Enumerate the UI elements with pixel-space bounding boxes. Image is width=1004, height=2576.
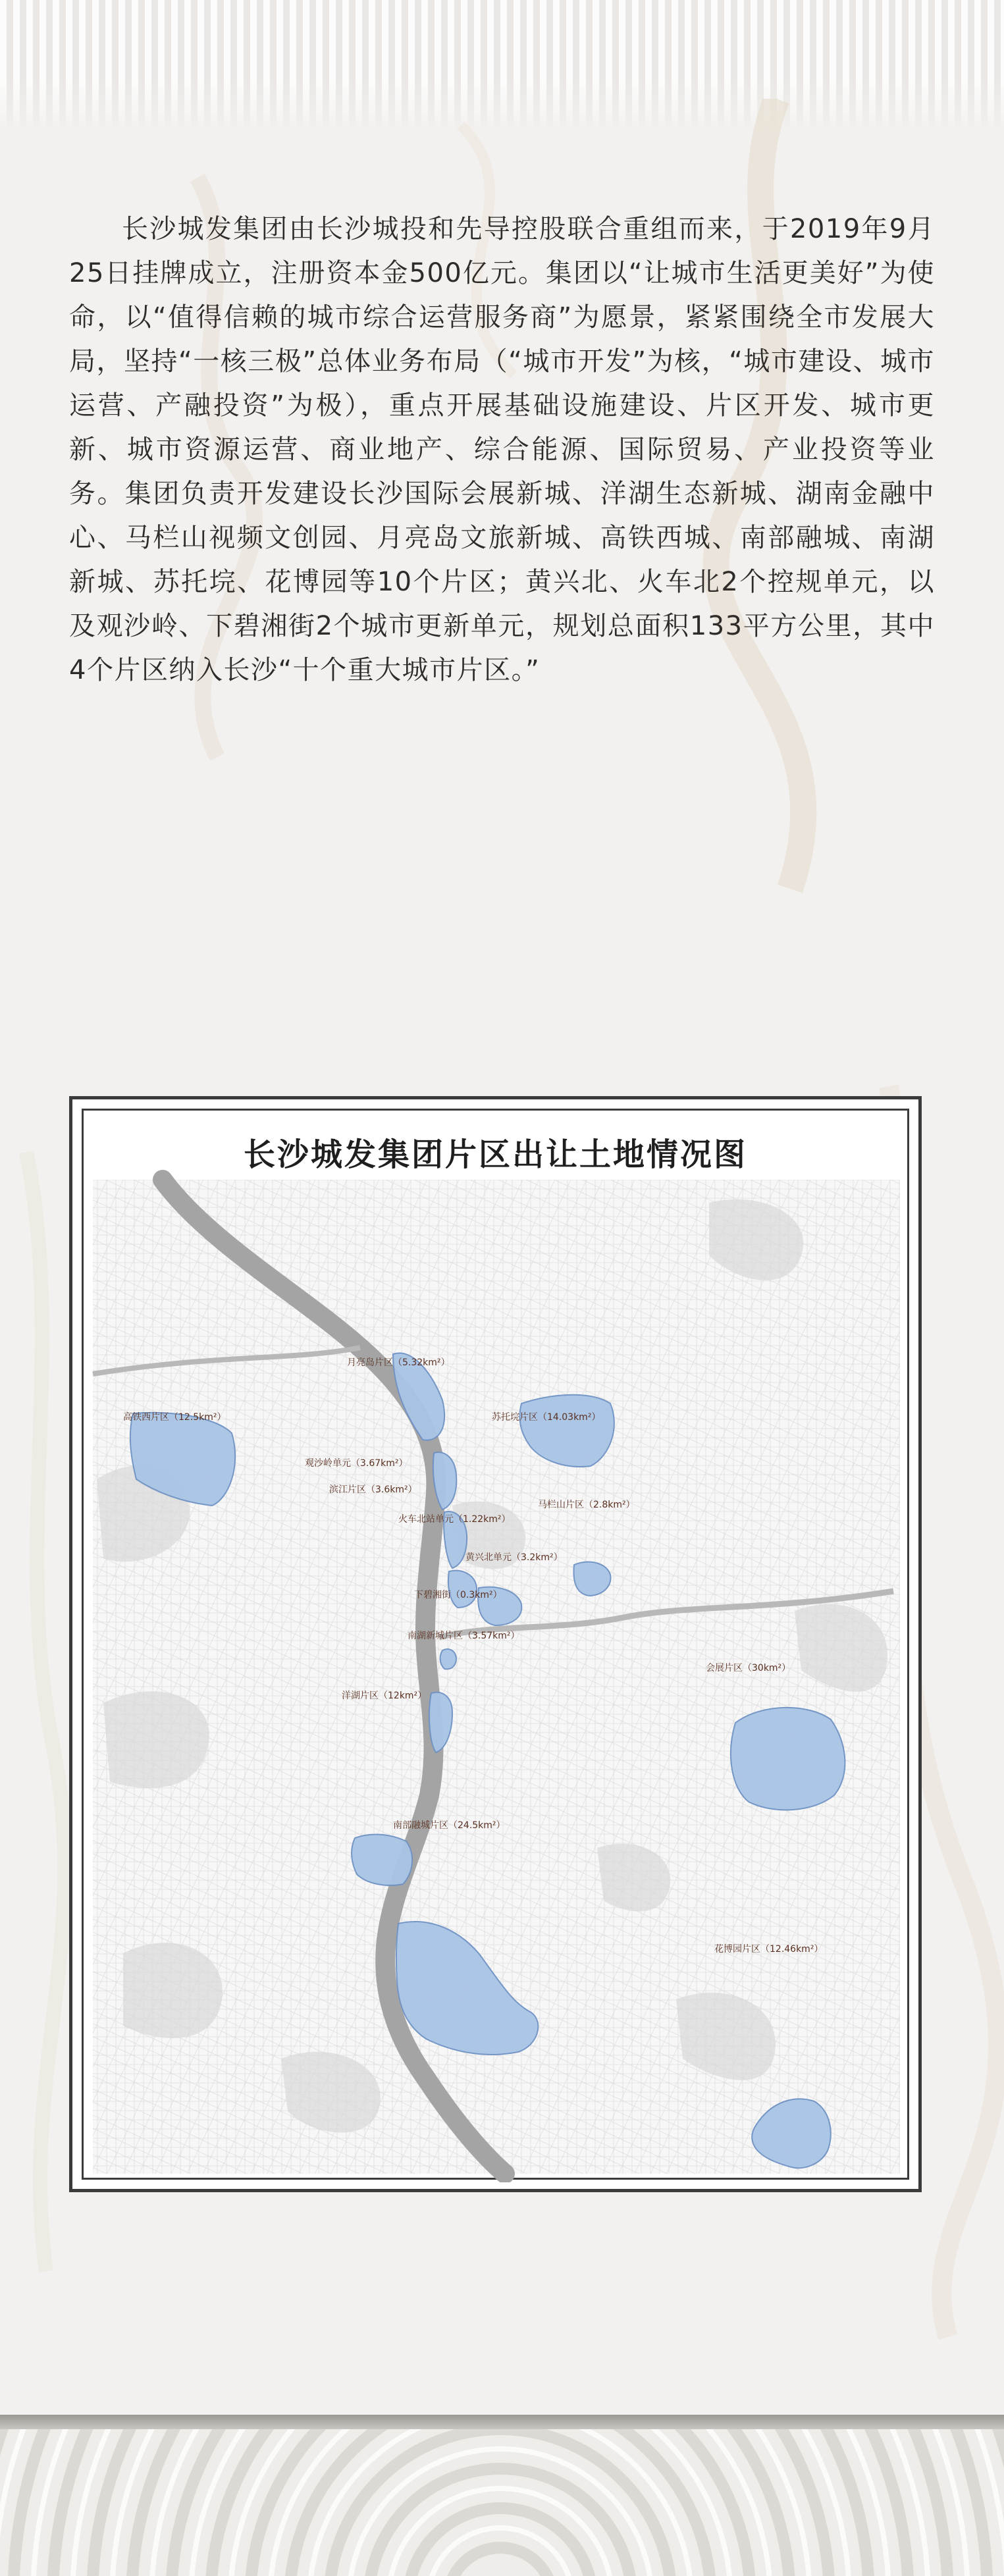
label-malanshan: 马栏山片区（2.8km²） xyxy=(538,1500,635,1510)
label-yanghu: 洋湖片区（12km²） xyxy=(342,1691,427,1701)
label-xiabixiangjie: 下碧湘街（0.3km²） xyxy=(414,1590,502,1600)
intro-paragraph: 长沙城发集团由长沙城投和先导控股联合重组而来，于2019年9月25日挂牌成立，注册资本金500亿元。集团以“让城市生活更美好”为使命，以“值得信赖的城市综合运营服务商”为愿景，紧紧围绕全市发展大局，坚持“一核三极”总体业务布局（“城市开发”为核，“城市建设、城市运营、产融投资”为极），重点开展基础设施建设、片区开发、城市更新、城市资源运营、商业地产、综合能源、国际贸易、产业投资等业务。集团负责开发建设长沙国际会展新城、洋湖生态新城、湖南金融中心、马栏山视频文创园、月亮岛文旅新城、高铁西城、南部融城、南湖新城、苏托垸、花博园等10个片区；黄兴北、火车北2个控规单元，以及观沙岭、下碧湘街2个城市更新单元，规划总面积133平方公里，其中4个片区纳入长沙“十个重大城市片区。” xyxy=(69,214,935,685)
label-huaboyuan: 花博园片区（12.46km²） xyxy=(714,1944,824,1955)
zone-huizhan[interactable] xyxy=(731,1708,845,1810)
map-canvas xyxy=(84,1111,912,2182)
label-yueliangdao: 月亮岛片区（5.32km²） xyxy=(347,1357,450,1368)
map-card xyxy=(69,1096,922,2192)
label-gaotiexi: 高铁西片区（12.5km²） xyxy=(123,1412,226,1423)
label-sutuoyuan: 苏托垸片区（14.03km²） xyxy=(492,1412,601,1423)
zone-xiabixiangjie[interactable] xyxy=(440,1649,456,1669)
label-nanhu: 南湖新城片区（3.57km²） xyxy=(408,1631,520,1641)
top-stripe-decoration xyxy=(0,0,1004,132)
label-huangxingbei: 黄兴北单元（3.2km²） xyxy=(465,1552,563,1563)
bottom-divider-strip xyxy=(0,2415,1004,2429)
label-binjiang: 滨江片区（3.6km²） xyxy=(329,1485,417,1495)
label-nanbu-rongcheng: 南部融城片区（24.5km²） xyxy=(393,1820,506,1831)
label-huizhan: 会展片区（30km²） xyxy=(706,1663,791,1673)
map-title: 长沙城发集团片区出让土地情况图 xyxy=(243,1136,747,1173)
zone-malanshan[interactable] xyxy=(573,1562,610,1596)
bottom-wave-decoration xyxy=(0,2429,1004,2576)
zone-yanghu[interactable] xyxy=(352,1835,412,1885)
label-guanshaling: 观沙岭单元（3.67km²） xyxy=(305,1458,408,1469)
map-frame xyxy=(82,1109,909,2180)
label-huochebei: 火车北站单元（1.22km²） xyxy=(398,1514,511,1525)
